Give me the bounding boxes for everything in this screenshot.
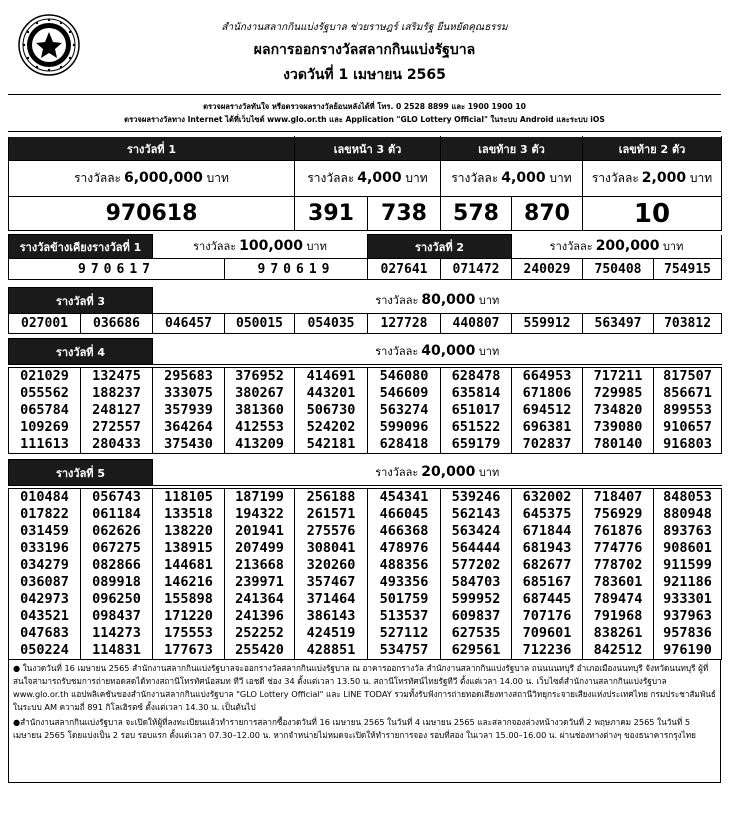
fifth-prize-row — [9, 523, 722, 540]
check-results-info — [8, 94, 721, 132]
fifth-prize-number: 177673 — [153, 642, 225, 660]
note-reservation: ●สำนักงานสลากกินแบ่งรัฐบาล จะเปิดให้ผู้ที่ลงทะเบียนแล้วทำรายการสลากซื้องวดวันที่ 16 เมษายน 2565 ในวันที่ 4 เมษายน 2565 และสลากจองล่วงหน้างวดวันที่ 2 พฤษภาคม 2565 ในวันที่ 5 เมษายน 2565 โดยแบ่งเป็น 2 รอบ รอบแรก ตั้งแต่เวลา 07.30–12.00 น. หากจำหน่ายไม่หมดจะเปิดให้ทำรายการจอง รอบที่สอง ในเวลา 15.00–16.00 น. ผ่านช่องทางต่างๆ ของธนาคารกรุงไทย — [13, 717, 696, 740]
fifth-prize-number: 893763 — [663, 523, 712, 539]
amount-value: 4,000 — [357, 170, 402, 186]
third-prize-number: 703812 — [654, 314, 722, 334]
fourth-prize-row — [9, 385, 722, 402]
fifth-prize-number: 207499 — [225, 540, 295, 557]
fifth-prize-number: 239971 — [225, 574, 295, 591]
fourth-prize-number: 780140 — [583, 436, 654, 454]
amount-value: 40,000 — [421, 343, 476, 360]
fifth-prize-number: 908601 — [663, 540, 712, 556]
fourth-prize-number: 628478 — [441, 368, 512, 386]
near-first-amount — [153, 235, 368, 259]
fifth-prize-number: 056743 — [81, 489, 153, 507]
amount-unit: บาท — [662, 240, 684, 254]
fifth-prize-number: 201941 — [225, 523, 295, 540]
fourth-prize-number: 021029 — [9, 368, 81, 386]
fifth-prize-number: 501759 — [368, 591, 441, 608]
fourth-prize-number: 381360 — [225, 402, 295, 419]
fifth-prize-grid — [8, 488, 722, 660]
third-prize-number: 036686 — [81, 314, 153, 334]
fifth-prize-number: 089918 — [81, 574, 153, 591]
third-prize-number: 440807 — [441, 314, 512, 334]
fifth-prize-number: 478976 — [368, 540, 441, 557]
fifth-prize-number: 709601 — [512, 625, 583, 642]
fourth-prize-number: 380267 — [225, 385, 295, 402]
near-first-number: 970619 — [225, 259, 368, 280]
front3-label: เลขหน้า 3 ตัว — [295, 137, 441, 161]
fourth-prize-number: 506730 — [295, 402, 368, 419]
agency-slogan: สำนักงานสลากกินแบ่งรัฐบาล ช่วยราษฎร์ เสริมรัฐ ยืนหยัดคุณธรรม — [221, 22, 508, 33]
fifth-prize-number: 761876 — [583, 523, 654, 540]
fifth-prize-row — [9, 642, 722, 660]
third-prize-number: 563497 — [583, 314, 654, 334]
fourth-prize-row — [9, 436, 722, 454]
second-prize-number: 754915 — [654, 259, 722, 280]
fifth-prize-number: 976190 — [663, 642, 712, 658]
second-prize-number: 071472 — [441, 259, 512, 280]
amount-unit: บาท — [478, 466, 500, 480]
fifth-prize-number: 534757 — [368, 642, 441, 660]
first-prize-number: 970618 — [9, 197, 295, 231]
amount-prefix: รางวัลละ — [451, 171, 499, 185]
fifth-prize-number: 155898 — [153, 591, 225, 608]
fifth-prize-number: 252252 — [225, 625, 295, 642]
fifth-prize-number: 047683 — [9, 625, 81, 642]
fifth-prize-row — [9, 608, 722, 625]
amount-unit: บาท — [306, 240, 327, 254]
amount-unit: บาท — [206, 171, 229, 185]
fourth-prize-number: 563274 — [368, 402, 441, 419]
fourth-prize-number: 599096 — [368, 419, 441, 436]
fourth-prize-number: 109269 — [9, 419, 81, 436]
fourth-prize-number: 734820 — [583, 402, 654, 419]
first-prize-amount — [9, 161, 295, 197]
fifth-prize-number: 320260 — [295, 557, 368, 574]
second-prize-number: 750408 — [583, 259, 654, 280]
fifth-prize-number: 371464 — [295, 591, 368, 608]
fifth-prize-number: 031459 — [9, 523, 81, 540]
front3-amount — [295, 161, 441, 197]
fifth-prize-number: 488356 — [368, 557, 441, 574]
fifth-prize-number: 789474 — [583, 591, 654, 608]
fifth-prize-number: 213668 — [225, 557, 295, 574]
fifth-prize-number: 563424 — [441, 523, 512, 540]
fifth-prize-number: 010484 — [9, 489, 81, 507]
fifth-prize-number: 513537 — [368, 608, 441, 625]
second-prize-number: 027641 — [368, 259, 441, 280]
fifth-prize-number: 144681 — [153, 557, 225, 574]
fifth-prize-row — [9, 625, 722, 642]
fifth-prize-number: 033196 — [9, 540, 81, 557]
fifth-prize-row — [9, 591, 722, 608]
amount-prefix: รางวัลละ — [307, 171, 355, 185]
fifth-prize-number: 171220 — [153, 608, 225, 625]
fifth-prize-number: 911599 — [663, 557, 712, 573]
lottery-result-sheet — [8, 6, 721, 783]
fifth-prize-number: 175553 — [153, 625, 225, 642]
back3-number: 578 — [441, 197, 512, 231]
fourth-prize-number: 357939 — [153, 402, 225, 419]
fourth-prize-number: 375430 — [153, 436, 225, 454]
fourth-prize-number: 111613 — [9, 436, 81, 454]
fifth-prize-number: 682677 — [512, 557, 583, 574]
amount-prefix: รางวัลละ — [591, 171, 639, 185]
info-internet-line: ตรวจผลรางวัลทาง Internet ได้ที่เว็บไซต์ www.glo.or.th และ Application "GLO Lottery Official" ในระบบ Android และระบบ iOS — [124, 115, 605, 124]
fifth-prize-number: 937963 — [663, 608, 712, 624]
fifth-prize-number: 308041 — [295, 540, 368, 557]
fourth-prize-number: 546609 — [368, 385, 441, 402]
fourth-prize-number: 248127 — [81, 402, 153, 419]
amount-prefix: รางวัลละ — [375, 345, 419, 359]
fourth-prize-number: 651522 — [441, 419, 512, 436]
fifth-prize-number: 791968 — [583, 608, 654, 625]
fifth-prize-row — [9, 489, 722, 507]
fourth-prize-header — [8, 338, 722, 365]
fifth-prize-number: 778702 — [583, 557, 654, 574]
amount-unit: บาท — [405, 171, 428, 185]
fifth-prize-number: 118105 — [153, 489, 225, 507]
fifth-prize-number: 629561 — [441, 642, 512, 660]
fifth-prize-number: 138220 — [153, 523, 225, 540]
fourth-prize-number: 664953 — [512, 368, 583, 386]
amount-prefix: รางวัลละ — [549, 240, 593, 254]
fifth-prize-number: 609837 — [441, 608, 512, 625]
fifth-prize-number: 096250 — [81, 591, 153, 608]
third-prize-number: 127728 — [368, 314, 441, 334]
amount-value: 100,000 — [239, 238, 303, 255]
third-prize-number: 054035 — [295, 314, 368, 334]
fifth-prize-number: 577202 — [441, 557, 512, 574]
fifth-prize-number: 838261 — [583, 625, 654, 642]
fifth-prize-number: 146216 — [153, 574, 225, 591]
fourth-prize-number: 443201 — [295, 385, 368, 402]
fourth-prize-number: 651017 — [441, 402, 512, 419]
fifth-prize-number: 241396 — [225, 608, 295, 625]
fifth-prize-row — [9, 557, 722, 574]
fifth-prize-header — [8, 459, 722, 486]
fifth-prize-number: 718407 — [583, 489, 654, 507]
fifth-prize-number: 067275 — [81, 540, 153, 557]
fourth-prize-number: 739080 — [583, 419, 654, 436]
fourth-prize-number: 910657 — [663, 419, 712, 435]
fifth-prize-number: 256188 — [295, 489, 368, 507]
fourth-prize-number: 188237 — [81, 385, 153, 402]
amount-prefix: รางวัลละ — [375, 466, 419, 480]
back3-number: 870 — [512, 197, 583, 231]
fifth-prize-number: 454341 — [368, 489, 441, 507]
fifth-prize-number: 466045 — [368, 506, 441, 523]
fifth-prize-number: 712236 — [512, 642, 583, 660]
third-prize-number: 027001 — [9, 314, 81, 334]
fourth-prize-number: 671806 — [512, 385, 583, 402]
fifth-prize-number: 539246 — [441, 489, 512, 507]
fifth-prize-number: 493356 — [368, 574, 441, 591]
fifth-prize-number: 564444 — [441, 540, 512, 557]
fifth-prize-number: 783601 — [583, 574, 654, 591]
fifth-prize-number: 082866 — [81, 557, 153, 574]
fifth-prize-number: 933301 — [663, 591, 712, 607]
fifth-prize-number: 042973 — [9, 591, 81, 608]
back2-number: 10 — [583, 197, 722, 231]
fourth-prize-number: 659179 — [441, 436, 512, 454]
amount-value: 80,000 — [421, 292, 476, 309]
back3-label: เลขท้าย 3 ตัว — [441, 137, 583, 161]
fourth-prize-number: 364264 — [153, 419, 225, 436]
second-prize-number: 240029 — [512, 259, 583, 280]
first-prize-label: รางวัลที่ 1 — [9, 137, 295, 161]
fourth-prize-number: 729985 — [583, 385, 654, 402]
fourth-prize-number: 694512 — [512, 402, 583, 419]
fifth-prize-number: 685167 — [512, 574, 583, 591]
fourth-prize-number: 628418 — [368, 436, 441, 454]
back2-label: เลขท้าย 2 ตัว — [583, 137, 722, 161]
fifth-prize-number: 584703 — [441, 574, 512, 591]
fifth-prize-number: 275576 — [295, 523, 368, 540]
front3-number: 391 — [295, 197, 368, 231]
fifth-prize-number: 756929 — [583, 506, 654, 523]
fourth-prize-number: 132475 — [81, 368, 153, 386]
fifth-prize-number: 034279 — [9, 557, 81, 574]
near-first-second-table — [8, 234, 722, 280]
fourth-prize-grid — [8, 367, 722, 454]
announcement-notes — [8, 660, 721, 783]
amount-unit: บาท — [478, 345, 500, 359]
amount-unit: บาท — [478, 294, 500, 308]
fourth-prize-number: 899553 — [663, 402, 712, 418]
near-first-label: รางวัลข้างเคียงรางวัลที่ 1 — [9, 235, 153, 259]
fourth-prize-number: 333075 — [153, 385, 225, 402]
fifth-prize-number: 466368 — [368, 523, 441, 540]
fourth-prize-number: 702837 — [512, 436, 583, 454]
fourth-prize-number: 376952 — [225, 368, 295, 386]
fifth-prize-number: 061184 — [81, 506, 153, 523]
header — [8, 6, 721, 94]
back3-amount — [441, 161, 583, 197]
fourth-prize-number: 414691 — [295, 368, 368, 386]
fourth-prize-number: 412553 — [225, 419, 295, 436]
fifth-prize-number: 062626 — [81, 523, 153, 540]
fourth-prize-number: 916803 — [663, 436, 712, 452]
page-title: ผลการออกรางวัลสลากกินแบ่งรัฐบาล — [253, 42, 476, 58]
third-prize-number: 559912 — [512, 314, 583, 334]
fifth-prize-number: 357467 — [295, 574, 368, 591]
fifth-prize-number: 261571 — [295, 506, 368, 523]
third-prize-number: 050015 — [225, 314, 295, 334]
fifth-prize-number: 017822 — [9, 506, 81, 523]
near-first-number: 970617 — [9, 259, 225, 280]
fifth-prize-number: 848053 — [663, 489, 712, 505]
fifth-prize-number: 627535 — [441, 625, 512, 642]
note-broadcast: ● ในงวดวันที่ 16 เมษายน 2565 สำนักงานสลากกินแบ่งรัฐบาลจะออกรางวัลสลากกินแบ่งรัฐบาล ณ อาคารออกรางวัล สำนักงานสลากกินแบ่งรัฐบาล ถนนนนทบุรี อำเภอเมืองนนทบุรี จังหวัดนนทบุรี ผู้ที่สนใจสามารถรับชมการถ่ายทอดสดได้ทางสถานีโทรทัศน์อสมท ทีวี เอชดี ช่อง 34 ตั้งแต่เวลา 13.50 น. สถานีโทรทัศน์ไทยรัฐทีวี ตั้งแต่เวลา 14.00 น. เว็บไซต์สำนักงานสลากกินแบ่งรัฐบาล www.glo.or.th แอปพลิเคชันของสำนักงานสลากกินแบ่งรัฐบาล "GLO Lottery Official" และ LINE TODAY รวมทั้งรับฟังการถ่ายทอดเสียงทางสถานีวิทยุกระจายเสียงแห่งประเทศไทย กรมประชาสัมพันธ์ ในระบบ AM ความถี่ 891 กิโลเฮิรตซ์ ตั้งแต่เวลา 14.30 น. เป็นต้นไป — [13, 663, 716, 712]
fifth-prize-number: 036087 — [9, 574, 81, 591]
fourth-prize-number: 696381 — [512, 419, 583, 436]
amount-value: 6,000,000 — [124, 170, 203, 186]
fifth-prize-number: 880948 — [663, 506, 712, 522]
amount-value: 4,000 — [501, 170, 546, 186]
fourth-prize-number: 055562 — [9, 385, 81, 402]
fourth-prize-row — [9, 419, 722, 436]
info-phone-line: ตรวจผลรางวัลทันใจ หรือตรวจผลรางวัลย้อนหลังได้ที่ โทร. 0 2528 8899 และ 1900 1900 10 — [203, 102, 526, 111]
fourth-prize-number: 280433 — [81, 436, 153, 454]
fifth-prize-amount — [153, 460, 722, 486]
fifth-prize-number: 842512 — [583, 642, 654, 660]
fifth-prize-number: 957836 — [663, 625, 712, 641]
third-prize-row — [9, 314, 722, 334]
fifth-prize-number: 138915 — [153, 540, 225, 557]
fifth-prize-number: 114831 — [81, 642, 153, 660]
fourth-prize-number: 717211 — [583, 368, 654, 386]
fifth-prize-row — [9, 506, 722, 523]
fourth-prize-amount — [153, 339, 722, 365]
third-prize-table — [8, 287, 722, 334]
fourth-prize-number: 295683 — [153, 368, 225, 386]
amount-value: 20,000 — [421, 464, 476, 481]
second-prize-amount — [512, 235, 722, 259]
fourth-prize-row — [9, 368, 722, 386]
fifth-prize-number: 050224 — [9, 642, 81, 660]
fifth-prize-number: 241364 — [225, 591, 295, 608]
third-prize-number: 046457 — [153, 314, 225, 334]
third-prize-amount — [153, 288, 722, 314]
fifth-prize-number: 921186 — [663, 574, 712, 590]
amount-value: 2,000 — [641, 170, 687, 186]
top-prizes-table — [8, 136, 722, 231]
fifth-prize-number: 632002 — [512, 489, 583, 507]
amount-value: 200,000 — [595, 238, 660, 255]
fifth-prize-number: 527112 — [368, 625, 441, 642]
fifth-prize-number: 671844 — [512, 523, 583, 540]
fifth-prize-number: 681943 — [512, 540, 583, 557]
fourth-prize-number: 635814 — [441, 385, 512, 402]
fifth-prize-label: รางวัลที่ 5 — [9, 460, 153, 486]
fourth-prize-number: 413209 — [225, 436, 295, 454]
amount-unit: บาท — [549, 171, 572, 185]
fifth-prize-number: 194322 — [225, 506, 295, 523]
fifth-prize-number: 114273 — [81, 625, 153, 642]
fourth-prize-number: 542181 — [295, 436, 368, 454]
fifth-prize-number: 098437 — [81, 608, 153, 625]
fifth-prize-number: 424519 — [295, 625, 368, 642]
fourth-prize-number: 524202 — [295, 419, 368, 436]
third-prize-label: รางวัลที่ 3 — [9, 288, 153, 314]
front3-number: 738 — [368, 197, 441, 231]
fifth-prize-number: 687445 — [512, 591, 583, 608]
fifth-prize-number: 707176 — [512, 608, 583, 625]
amount-prefix: รางวัลละ — [375, 294, 419, 308]
fourth-prize-row — [9, 402, 722, 419]
fifth-prize-number: 599952 — [441, 591, 512, 608]
fourth-prize-number: 546080 — [368, 368, 441, 386]
fifth-prize-row — [9, 574, 722, 591]
fifth-prize-number: 774776 — [583, 540, 654, 557]
fifth-prize-number: 043521 — [9, 608, 81, 625]
second-prize-label: รางวัลที่ 2 — [368, 235, 512, 259]
fourth-prize-number: 856671 — [663, 385, 712, 401]
fourth-prize-number: 817507 — [663, 368, 712, 384]
fifth-prize-number: 133518 — [153, 506, 225, 523]
fourth-prize-number: 065784 — [9, 402, 81, 419]
back2-amount — [583, 161, 722, 197]
fourth-prize-number: 272557 — [81, 419, 153, 436]
fifth-prize-number: 645375 — [512, 506, 583, 523]
fifth-prize-number: 428851 — [295, 642, 368, 660]
fifth-prize-row — [9, 540, 722, 557]
fifth-prize-number: 187199 — [225, 489, 295, 507]
amount-prefix: รางวัลละ — [193, 240, 237, 254]
amount-prefix: รางวัลละ — [74, 171, 121, 185]
fourth-prize-label: รางวัลที่ 4 — [9, 339, 153, 365]
fifth-prize-number: 386143 — [295, 608, 368, 625]
fifth-prize-number: 562143 — [441, 506, 512, 523]
draw-date: งวดวันที่ 1 เมษายน 2565 — [283, 67, 446, 83]
fifth-prize-number: 255420 — [225, 642, 295, 660]
amount-unit: บาท — [689, 171, 713, 185]
